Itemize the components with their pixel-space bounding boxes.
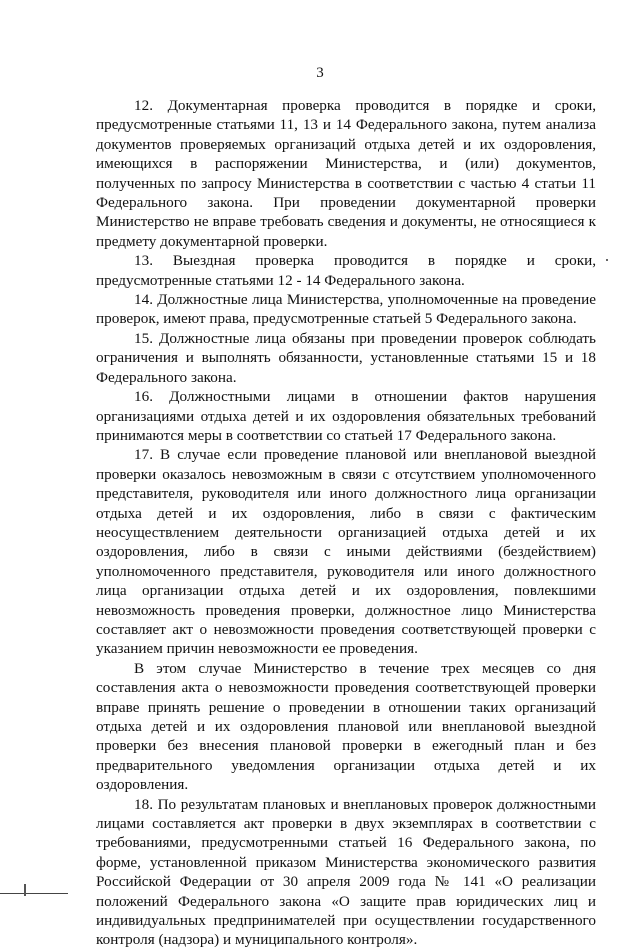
paragraph-17-continuation: В этом случае Министерство в течение трех месяцев со дня составления акта о невозможности проведения соответствующей проверки вправе принять решение о проведении в отношении таких организаций отдыха детей и их оздоровления плановой или внеплановой выездной проверки без внесения плановой проверки в ежегодный план и без предварительного уведомления организации отдыха детей и их оздоровления. [96,659,596,794]
paragraph-16: 16. Должностными лицами в отношении фактов нарушения организациями отдыха детей и их оздоровления обязательных требований принимаются меры в соответствии со статьей 17 Федерального закона. [96,388,596,444]
paragraph-13: 13. Выездная проверка проводится в порядке и сроки, предусмотренные статьями 12 - 14 Федерального закона. [96,252,596,289]
paragraph-18: 18. По результатам плановых и внеплановых проверок должностными лицами составляется акт проверки в двух экземплярах в соответствии с требованиями, предусмотренными статьей 16 Федерального закона, по форме, установленной приказом Министерства экономического развития Российской Федерации от 30 апреля 2009 года № 141 «О реализации положений Федерального закона «О защите прав юридических лиц и индивидуальных предпринимателей при осуществлении государственного контроля (надзора) и муниципального контроля». [96,795,596,949]
paragraph-15: 15. Должностные лица обязаны при проведении проверок соблюдать ограничения и выполнять обязанности, установленные статьями 15 и 18 Федерального закона. [96,329,596,386]
document-body [96,96,596,950]
paragraph-17: 17. В случае если проведение плановой или внеплановой выездной проверки оказалось невозможным в связи с отсутствием уполномоченного представителя, руководителя или иного должностного лица организации отдыха детей и их оздоровления, либо в связи с фактическим неосуществлением деятельности организацией отдыха детей и их оздоровления, либо в связи с иными действиями (бездействием) уполномоченного представителя, руководителя или иного должностного лица организации отдыха детей и их оздоровления, повлекшими невозможность проведения проверки, должностное лицо Министерства составляет акт о невозможности проведения соответствующей проверки с указанием причин невозможности ее проведения. [96,446,596,658]
page-number: 3 [316,65,324,81]
footer-rule [0,893,68,894]
paragraph-14: 14. Должностные лица Министерства, уполномоченные на проведение проверок, имеют права, предусмотренные статьей 5 Федерального закона. [96,291,596,328]
paragraph-12: 12. Документарная проверка проводится в порядке и сроки, предусмотренные статьями 11, 13 и 14 Федерального закона, путем анализа документов проверяемых организаций отдыха детей и их оздоровления, имеющихся в распоряжении Министерства, и (или) документов, полученных по запросу Министерства в соответствии с частью 4 статьи 11 Федерального закона. При проведении документарной проверки Министерство не вправе требовать сведения и документы, не относящиеся к предмету документарной проверки. [96,97,596,250]
margin-speck [606,259,608,261]
footer-mark [24,884,26,896]
